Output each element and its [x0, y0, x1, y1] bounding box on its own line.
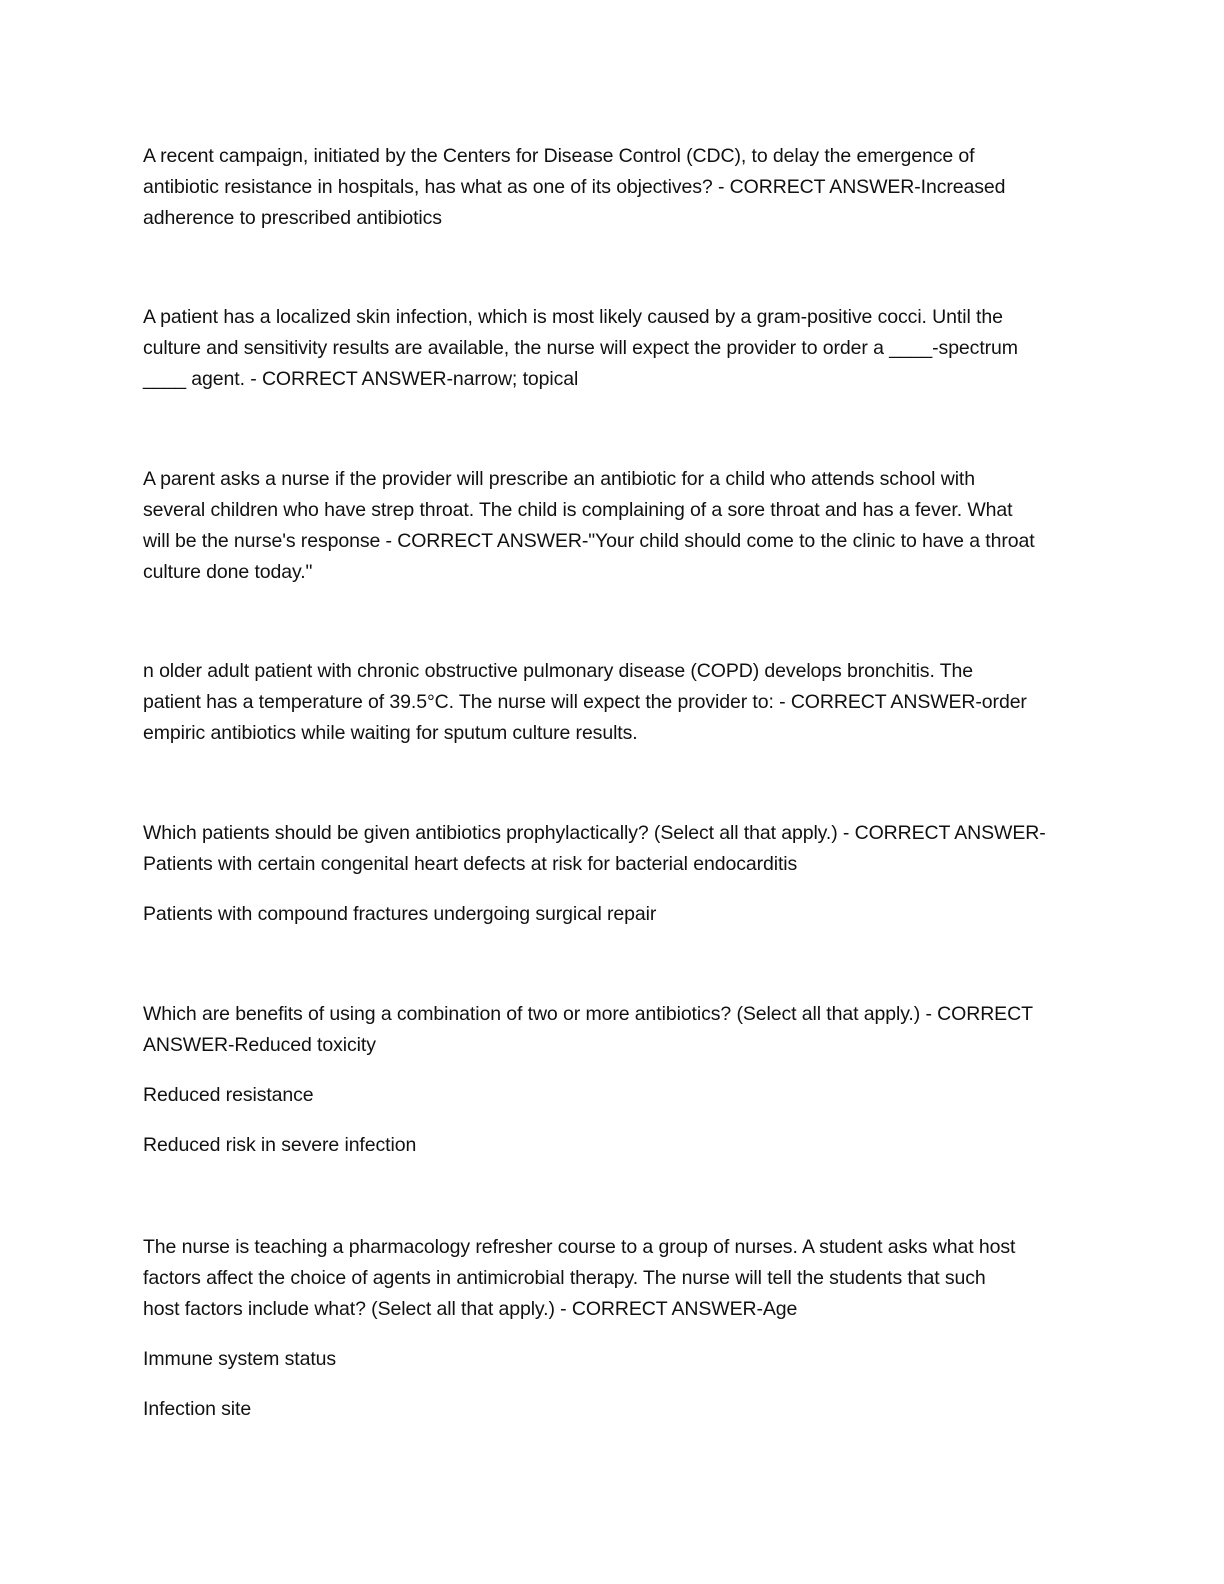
text-line: A parent asks a nurse if the provider will prescribe an antibiotic for a child who attends school with	[143, 468, 975, 490]
text-line: antibiotic resistance in hospitals, has what as one of its objectives? - CORRECT ANSWER-Increased	[143, 176, 1006, 198]
text-line: will be the nurse's response - CORRECT ANSWER-"Your child should come to the clinic to have a throat	[143, 530, 1035, 552]
answer-item	[143, 1394, 1073, 1425]
answer-item	[143, 1344, 1073, 1375]
text-line: Patients with certain congenital heart defects at risk for bacterial endocarditis	[143, 853, 798, 875]
question-prophylactic-antibiotics	[143, 818, 1073, 880]
text-line: several children who have strep throat. The child is complaining of a sore throat and has a fever. What	[143, 499, 1013, 521]
text-line: A recent campaign, initiated by the Centers for Disease Control (CDC), to delay the emergence of	[143, 145, 975, 167]
text-line: ANSWER-Reduced toxicity	[143, 1034, 376, 1056]
text-line: n older adult patient with chronic obstructive pulmonary disease (COPD) develops bronchitis. The	[143, 660, 974, 682]
text-line: empiric antibiotics while waiting for sputum culture results.	[143, 722, 638, 744]
text-line: Infection site	[143, 1398, 252, 1420]
text-line: Reduced risk in severe infection	[143, 1134, 417, 1156]
question-skin-infection	[143, 302, 1073, 395]
question-strep-throat	[143, 464, 1073, 588]
text-line: Immune system status	[143, 1348, 337, 1370]
text-line: culture done today."	[143, 561, 313, 583]
text-line: patient has a temperature of 39.5°C. The nurse will expect the provider to: - CORRECT ANSWER-order	[143, 691, 1027, 713]
question-host-factors	[143, 1232, 1073, 1325]
question-cdc-campaign	[143, 141, 1073, 234]
text-line: Patients with compound fractures undergoing surgical repair	[143, 903, 657, 925]
text-line: ____ agent. - CORRECT ANSWER-narrow; topical	[143, 368, 579, 390]
text-line: A patient has a localized skin infection, which is most likely caused by a gram-positive cocci. Until the	[143, 306, 1003, 328]
text-line: host factors include what? (Select all that apply.) - CORRECT ANSWER-Age	[143, 1298, 798, 1320]
question-copd-bronchitis	[143, 656, 1073, 749]
answer-item	[143, 1130, 1073, 1161]
text-line: The nurse is teaching a pharmacology refresher course to a group of nurses. A student asks what host	[143, 1236, 1016, 1258]
answer-item	[143, 1080, 1073, 1111]
answer-item	[143, 899, 1073, 930]
text-line: Which patients should be given antibiotics prophylactically? (Select all that apply.) - CORRECT ANSWER-	[143, 822, 1046, 844]
text-line: culture and sensitivity results are available, the nurse will expect the provider to order a ____-spectrum	[143, 337, 1018, 359]
text-line: adherence to prescribed antibiotics	[143, 207, 442, 229]
question-combination-antibiotics	[143, 999, 1073, 1061]
text-line: Reduced resistance	[143, 1084, 314, 1106]
text-line: Which are benefits of using a combination of two or more antibiotics? (Select all that apply.) - CORRECT	[143, 1003, 1033, 1025]
text-line: factors affect the choice of agents in antimicrobial therapy. The nurse will tell the students that such	[143, 1267, 986, 1289]
